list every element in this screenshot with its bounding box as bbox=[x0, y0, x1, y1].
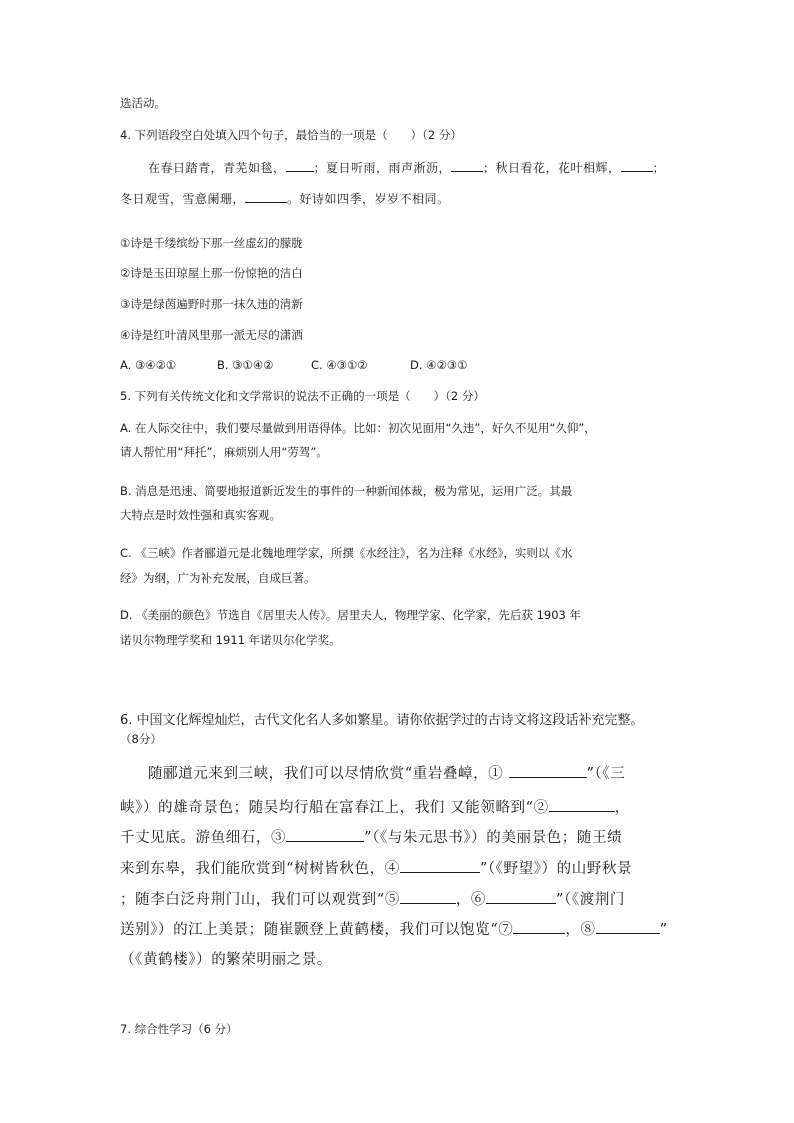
text: 。好诗如四季，岁岁不相同。 bbox=[287, 192, 450, 206]
question-5-option-c-line-1: C. 《三峡》作者郦道元是北魏地理学家，所撰《水经注》，名为注释《水经》，实则以《水 bbox=[120, 546, 573, 560]
blank bbox=[509, 776, 587, 778]
text: 千丈见底。游鱼细石，③ bbox=[120, 830, 287, 846]
question-4-option-b: B. ③①④② bbox=[217, 358, 274, 372]
text: 在春日踏青，青芜如毯， bbox=[148, 161, 286, 175]
blank bbox=[400, 871, 480, 873]
question-4-passage-line-2 bbox=[120, 190, 450, 207]
blank bbox=[286, 170, 314, 172]
blank bbox=[286, 840, 364, 842]
text: ； bbox=[652, 161, 666, 175]
text: ” bbox=[659, 922, 668, 938]
question-6-passage-line-1 bbox=[148, 762, 625, 783]
text: 来到东皋，我们能欣赏到“树树皆秋色，④ bbox=[120, 861, 400, 877]
question-6-title: 6. 中国文化辉煌灿烂，古代文化名人多如繁星。请你依据学过的古诗文将这段话补充完整。 bbox=[120, 713, 644, 728]
blank bbox=[400, 902, 456, 904]
text: ”（《三 bbox=[586, 766, 626, 782]
blank bbox=[486, 902, 556, 904]
question-6-score: （8分） bbox=[120, 732, 162, 746]
question-4-item-1: ①诗是千缕缤纷下那一丝虚幻的朦胧 bbox=[120, 236, 303, 250]
text: ，⑥ bbox=[455, 892, 487, 908]
question-6-passage-line-6 bbox=[120, 918, 668, 939]
question-4-option-c: C. ④③①② bbox=[311, 358, 368, 372]
question-6-passage-line-7: （《黄鹤楼》）的繁荣明丽之景。 bbox=[120, 952, 332, 968]
question-4-option-d: D. ④②③① bbox=[410, 358, 468, 372]
question-5-option-d-line-2: 诺贝尔物理学奖和 1911 年诺贝尔化学奖。 bbox=[120, 633, 341, 647]
question-4-option-a: A. ③④②① bbox=[120, 358, 177, 372]
text: ”（《与朱元思书》）的美丽景色；随王绩 bbox=[364, 830, 623, 846]
question-6-passage-line-2 bbox=[120, 796, 630, 817]
text: 随郦道元来到三峡，我们可以尽情欣赏“重岩叠嶂，① bbox=[148, 766, 504, 782]
question-5-option-c-line-2: 经》为纲，广为补充发展，自成巨著。 bbox=[120, 571, 316, 585]
text: ，⑧ bbox=[565, 922, 596, 938]
text: 峡》）的雄奇景色；随吴均行船在富春江上，我们 又能领略到“② bbox=[120, 800, 549, 816]
question-4-item-4: ④诗是红叶清风里那一派无尽的潇洒 bbox=[120, 328, 303, 342]
question-5-option-a-line-1: A. 在人际交往中，我们要尽量做到用语得体。比如：初次见面用“久违”，好久不见用“久仰”， bbox=[120, 421, 596, 435]
question-5-option-d-line-1: D. 《美丽的颜色》节选自《居里夫人传》。居里夫人，物理学家、化学家，先后获 1903 年 bbox=[120, 608, 581, 622]
blank bbox=[596, 932, 660, 934]
question-4-passage-line-1 bbox=[148, 159, 665, 176]
question-5-title: 5. 下列有关传统文化和文学常识的说法不正确的一项是（ ）（2 分） bbox=[120, 389, 485, 403]
question-6-passage-line-5 bbox=[120, 888, 625, 909]
text: ；秋日看花，花叶相辉， bbox=[483, 161, 621, 175]
question-7-title: 7. 综合性学习（6 分） bbox=[120, 1022, 238, 1036]
text: ， bbox=[614, 800, 630, 816]
blank bbox=[621, 170, 653, 172]
text: ；夏日听雨，雨声淅沥， bbox=[313, 161, 452, 175]
question-5-option-a-line-2: 请人帮忙用“拜托”，麻烦别人用“劳驾”。 bbox=[120, 445, 328, 459]
text: ”（《野望》）的山野秋景 bbox=[479, 861, 633, 877]
blank bbox=[549, 810, 615, 812]
text: ”（《渡荆门 bbox=[556, 892, 626, 908]
blank bbox=[513, 932, 565, 934]
question-5-option-b-line-1: B. 消息是迅速、简要地报道新近发生的事件的一种新闻体裁，极为常见，运用广泛。其最 bbox=[120, 484, 573, 498]
text: 送别》）的江上美景；随崔颢登上黄鹤楼，我们可以饱览“⑦ bbox=[120, 922, 514, 938]
blank bbox=[451, 170, 483, 172]
text-line: 选活动。 bbox=[120, 96, 166, 110]
text: ；随李白泛舟荆门山，我们可以观赏到“⑤ bbox=[120, 892, 400, 908]
question-6-passage-line-4 bbox=[120, 857, 632, 878]
question-4-title: 4. 下列语段空白处填入四个句子，最恰当的一项是（ ）（2 分） bbox=[120, 128, 462, 142]
question-6-passage-line-3 bbox=[120, 826, 622, 847]
question-4-item-3: ③诗是绿茵遍野时那一抹久违的清新 bbox=[120, 297, 303, 311]
question-5-option-b-line-2: 大特点是时效性强和真实客观。 bbox=[120, 508, 281, 522]
blank bbox=[245, 201, 287, 203]
text: 冬日观雪，雪意阑珊， bbox=[120, 192, 246, 206]
question-4-item-2: ②诗是玉田琼屋上那一份惊艳的洁白 bbox=[120, 266, 303, 280]
